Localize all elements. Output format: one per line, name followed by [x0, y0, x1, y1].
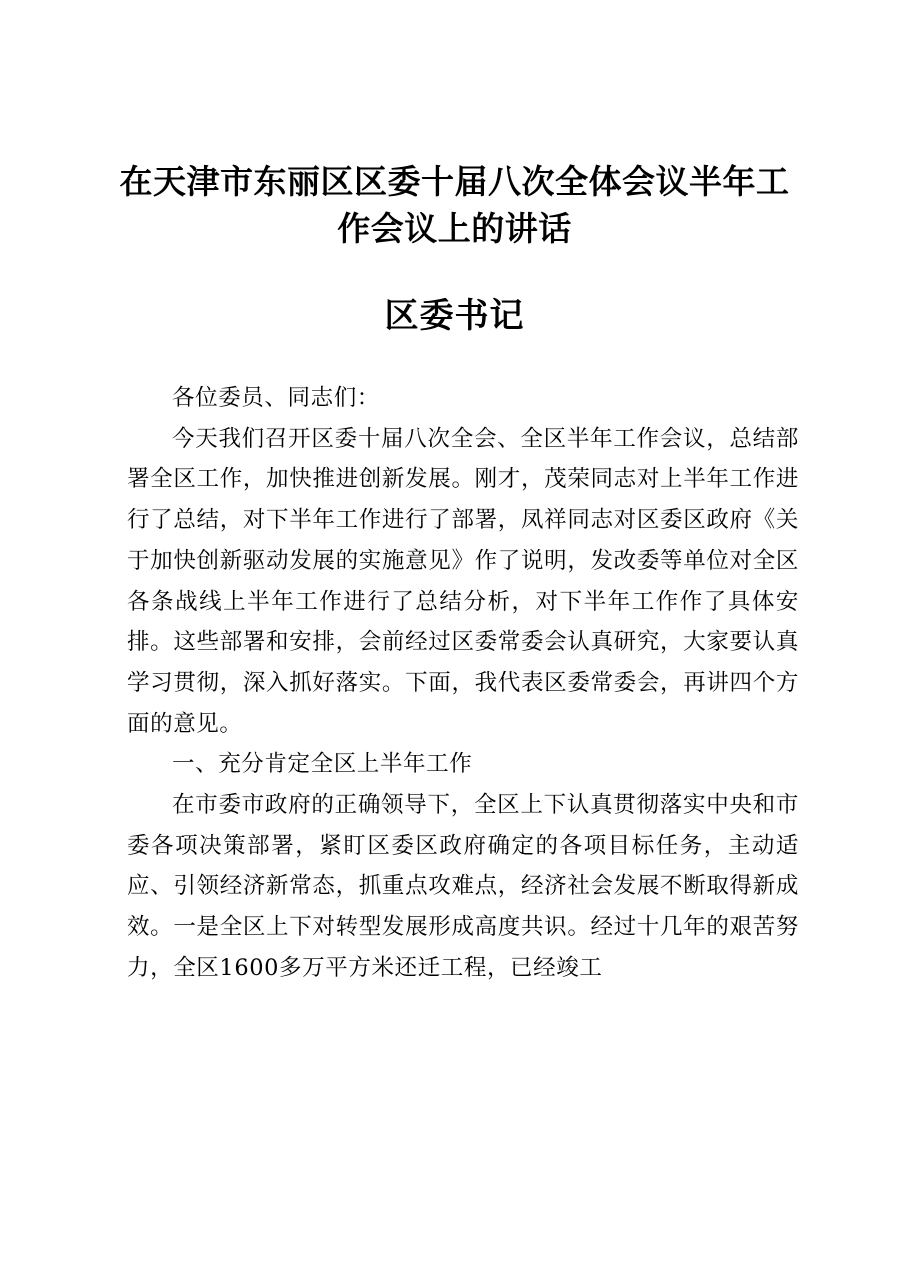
title-line-1: 在天津市东丽区区委十届八次全体会议半年工 — [119, 162, 790, 201]
section-heading-1: 一、充分肯定全区上半年工作 — [172, 751, 473, 778]
section-1-paragraph: 在市委市政府的正确领导下，全区上下认真贯彻落实中央和市委各项决策部署，紧盯区委区政府确定的各项目标任务，主动适应、引领经济新常态，抓重点攻难点，经济社会发展不断取得新成效。一是全区上下对转型发展形成高度共识。经过十几年的艰苦努力，全区1600多万平方米还迁工程，已经竣工 — [127, 792, 799, 981]
document-title — [110, 158, 799, 252]
title-line-2: 作会议上的讲话 — [337, 209, 572, 248]
salutation-paragraph: 各位委员、同志们： — [172, 385, 380, 411]
opening-paragraph: 今天我们召开区委十届八次全会、全区半年工作会议，总结部署全区工作，加快推进创新发展。刚才，茂荣同志对上半年工作进行了总结，对下半年工作进行了部署，凤祥同志对区委区政府《关于加快创新驱动发展的实施意见》作了说明，发改委等单位对全区各条战线上半年工作进行了总结分析，对下半年工作作了具体安排。这些部署和安排，会前经过区委常委会认真研究，大家要认真学习贯彻，深入抓好落实。下面，我代表区委常委会，再讲四个方面的意见。 — [127, 425, 799, 737]
speaker-title: 区委书记 — [384, 296, 525, 336]
speech-body — [127, 378, 799, 989]
